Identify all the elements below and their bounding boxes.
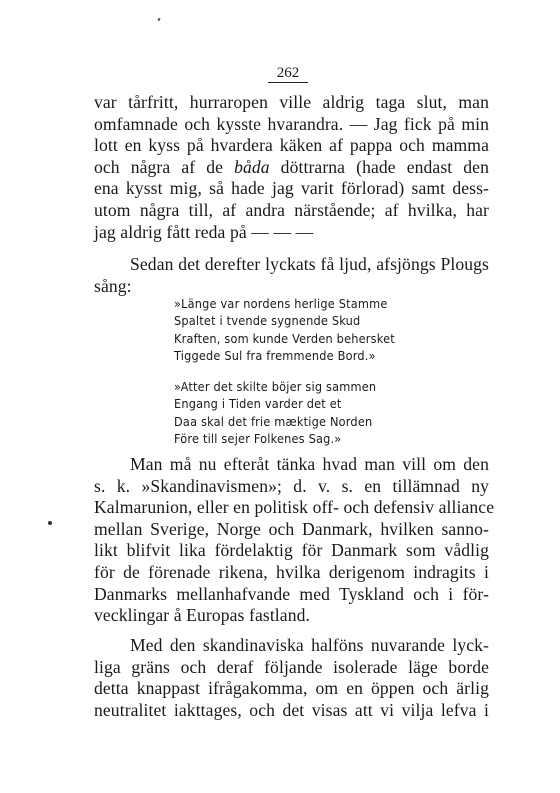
emphasized-word: båda: [234, 156, 270, 177]
paragraph-4: [94, 635, 489, 721]
text-line: vecklingar å Europas fastland.: [94, 605, 310, 626]
paragraph-3: [94, 454, 495, 627]
page-number: 262: [268, 64, 308, 83]
text-line: Danmarks mellanhafvande med Tyskland och i för-: [94, 583, 489, 604]
text-line: Med den skandinaviska halföns nuvarande lyck-: [130, 635, 489, 655]
paragraph-1: [94, 92, 489, 243]
verse-line: »Atter det skilte böjer sig sammen: [174, 379, 377, 394]
text-line: Man må nu efteråt tänka hvad man vill om den: [130, 454, 489, 474]
text-line: detta knappast ifrågakomma, om en öppen och ärlig: [94, 678, 489, 699]
text-line: Sedan det derefter lyckats få ljud, afsjöngs Plougs: [130, 254, 489, 274]
text-line: sång:: [94, 275, 132, 296]
verse-line: »Länge var nordens herlige Stamme: [174, 296, 388, 311]
text-line: mellan Sverige, Norge och Danmark, hvilken sanno-: [94, 518, 489, 539]
text-line: var tårfritt, hurraropen ville aldrig taga slut, man: [94, 92, 489, 112]
text-line: Kalmarunion, eller en politisk off- och defensiv alliance: [94, 497, 495, 518]
verse-line: Kraften, som kunde Verden behersket: [174, 330, 395, 346]
text-line: s. k. »Skandinavismen»; d. v. s. en tillämnad ny: [94, 475, 489, 496]
text-line: [94, 157, 489, 179]
text-run: döttrarna (hade endast den: [269, 156, 489, 177]
verse-line: Före till sejer Folkenes Sag.»: [174, 430, 342, 446]
paragraph-2: [94, 254, 489, 297]
song-stanza-1: [174, 295, 395, 364]
margin-dot: [48, 521, 52, 525]
verse-line: Tiggede Sul fra fremmende Bord.»: [174, 347, 376, 363]
text-line: utom några till, af andra närstående; af hvilka, har: [94, 199, 489, 220]
text-line: omfamnade och kysste hvarandra. — Jag fick på min: [94, 113, 489, 134]
song-stanza-2: [174, 378, 376, 447]
text-line: jag aldrig fått reda på — — —: [94, 221, 314, 242]
text-run: och några af de: [94, 156, 235, 177]
print-speck: [157, 18, 160, 22]
verse-line: Engang i Tiden varder det et: [174, 396, 342, 412]
text-line: likt blifvit lika fördelaktig för Danmark som vådlig: [94, 540, 489, 561]
text-line: neutralitet iakttages, och det visas att vi vilja lefva i: [94, 699, 489, 720]
text-line: lott en kyss på hvardera käken af pappa och mamma: [94, 135, 489, 156]
text-line: liga gräns och deraf följande isolerade läge borde: [94, 656, 489, 677]
verse-line: Spaltet i tvende sygnende Skud: [174, 313, 361, 329]
text-line: för de förenade rikena, hvilka derigenom indragits i: [94, 561, 489, 582]
text-line: ena kysst mig, så hade jag varit förlorad) samt dess-: [94, 178, 489, 199]
verse-line: Daa skal det frie mæktige Norden: [174, 413, 373, 429]
